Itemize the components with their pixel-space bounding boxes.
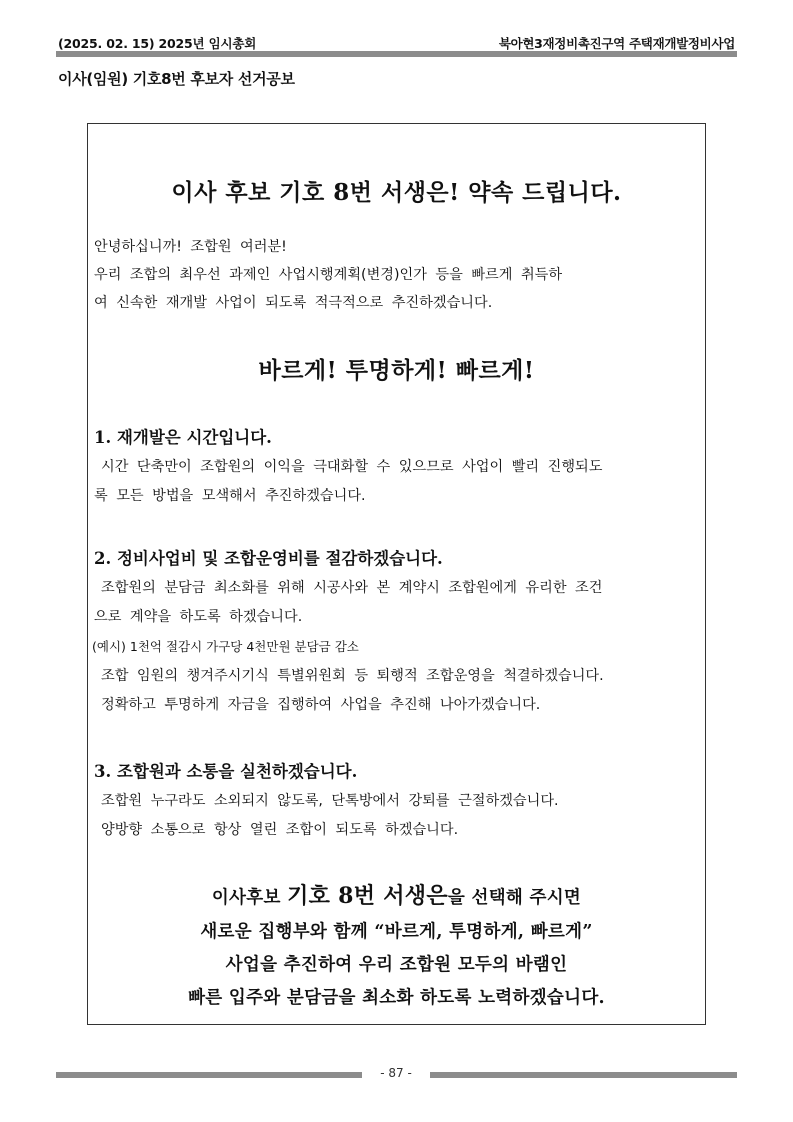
slogan: 바르게! 투명하게! 빠르게! xyxy=(258,357,535,384)
page-number: - 87 - xyxy=(380,1066,412,1080)
header-date-meeting: (2025. 02. 15) 2025년 임시총회 xyxy=(58,36,257,51)
header-divider xyxy=(56,51,737,57)
section-2-line-4: 정확하고 투명하게 자금을 집행하여 사업을 추진해 나아가겠습니다. xyxy=(101,697,541,713)
section-title: 이사(임원) 기호8번 후보자 선거공보 xyxy=(58,70,295,88)
header-project-name: 북아현3재정비촉진구역 주택재개발정비사업 xyxy=(498,36,735,51)
closing-line-3: 사업을 추진하여 우리 조합원 모두의 바램인 xyxy=(225,955,568,975)
section-2-line-1: 조합원의 분담금 최소화를 위해 시공사와 본 계약시 조합원에게 유리한 조건 xyxy=(101,580,603,596)
section-1-title: 1. 재개발은 시간입니다. xyxy=(94,428,272,447)
intro-line-3: 여 신속한 재개발 사업이 되도록 적극적으로 추진하겠습니다. xyxy=(94,295,493,311)
section-1-line-1: 시간 단축만이 조합원의 이익을 극대화할 수 있으므로 사업이 빨리 진행되도 xyxy=(101,459,603,475)
closing-candidate: 기호 8번 서생은 xyxy=(287,883,448,909)
footer-divider-right xyxy=(430,1072,737,1078)
intro-line-2: 우리 조합의 최우선 과제인 사업시행계획(변경)인가 등을 빠르게 취득하 xyxy=(94,267,563,283)
footer-divider-left xyxy=(56,1072,362,1078)
closing-line-1-post: 을 선택해 주시면 xyxy=(447,888,582,908)
section-3-line-1: 조합원 누구라도 소외되지 않도록, 단톡방에서 강퇴를 근절하겠습니다. xyxy=(101,793,559,809)
campaign-box xyxy=(87,123,706,1025)
closing-line-1-pre: 이사후보 xyxy=(211,888,288,908)
closing-line-4: 빠른 입주와 분담금을 최소화 하도록 노력하겠습니다. xyxy=(188,988,605,1008)
section-2-line-3: 조합 임원의 챙겨주시기식 특별위원회 등 퇴행적 조합운영을 척결하겠습니다. xyxy=(101,668,604,684)
section-2-line-2: 으로 계약을 하도록 하겠습니다. xyxy=(94,609,303,625)
section-3-title: 3. 조합원과 소통을 실천하겠습니다. xyxy=(94,762,358,781)
headline: 이사 후보 기호 8번 서생은! 약속 드립니다. xyxy=(171,179,622,206)
section-2-title: 2. 정비사업비 및 조합운영비를 절감하겠습니다. xyxy=(94,549,443,568)
section-1-line-2: 록 모든 방법을 모색해서 추진하겠습니다. xyxy=(94,488,366,504)
closing-line-1 xyxy=(88,879,705,910)
section-3-line-2: 양방향 소통으로 항상 열린 조합이 되도록 하겠습니다. xyxy=(101,822,459,838)
closing-line-2: 새로운 집행부와 함께 “바르게, 투명하게, 빠르게” xyxy=(200,922,593,942)
section-2-example: (예시) 1천억 절감시 가구당 4천만원 분담금 감소 xyxy=(92,639,359,654)
intro-line-1: 안녕하십니까! 조합원 여러분! xyxy=(94,239,287,255)
